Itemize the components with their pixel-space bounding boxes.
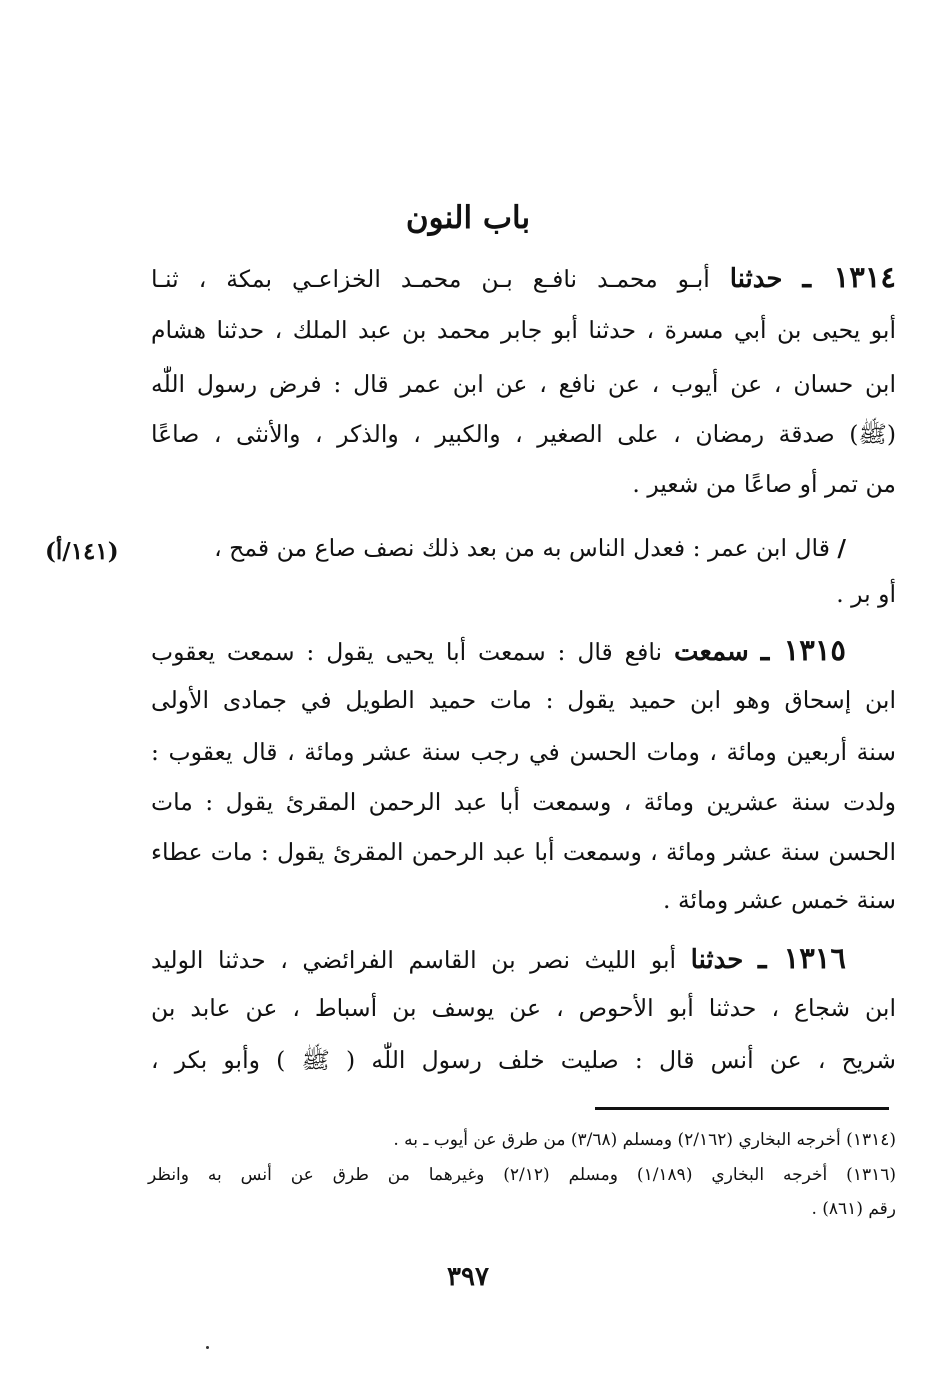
hadith-1316-line-2: ابن شجاع ، حدثنا أبو الأحوص ، عن يوسف بن أسباط ، عن عابد بن <box>151 994 896 1022</box>
hadith-1314-line-2: أبو يحيى بن أبي مسرة ، حدثنا أبو جابر محمد بن عبد الملك ، حدثنا هشام <box>151 316 896 344</box>
hadith-keyword: حدثنا <box>690 945 744 975</box>
hadith-number: ١٣١٤ ـ <box>802 260 896 294</box>
footnote-1316-continued: رقم (٨٦١) . <box>811 1199 896 1219</box>
hadith-keyword: حدثنا <box>729 264 783 294</box>
hadith-keyword: سمعت <box>673 637 749 667</box>
hadith-1315-line-1 <box>151 630 846 672</box>
print-speck <box>206 1346 209 1349</box>
hadith-1315-line-2: ابن إسحاق وهو ابن حميد يقول : مات حميد الطويل في جمادى الأولى <box>151 686 896 714</box>
chapter-title: باب النون <box>405 200 531 236</box>
footnote-1316: (١٣١٦) أخرجه البخاري (١/١٨٩) ومسلم (٢/١٢) وغيرهما من طرق عن أنس به وانظر <box>148 1165 896 1185</box>
hadith-1315-line-4: ولدت سنة عشرين ومائة ، وسمعت أبا عبد الرحمن المقرئ يقول : مات <box>151 788 896 816</box>
hadith-1314-line-7: أو بر . <box>836 580 896 608</box>
hadith-1314-line-1 <box>151 257 896 299</box>
hadith-1315-line-5: الحسن سنة عشر ومائة ، وسمعت أبا عبد الرحمن المقرئ يقول : مات عطاء <box>151 838 896 866</box>
footnote-1314: (١٣١٤) أخرجه البخاري (٢/١٦٢) ومسلم (٣/٦٨) من طرق عن أيوب ـ به . <box>393 1130 896 1150</box>
hadith-number: ١٣١٦ ـ <box>757 941 846 975</box>
hadith-1316-line-1 <box>151 938 846 980</box>
hadith-text: أبـو محمـد نافـع بـن محمـد الخزاعـي بمكة ، ثنـا <box>151 265 710 293</box>
hadith-text: قال ابن عمر : فعدل الناس به من بعد ذلك نصف صاع من قمح ، <box>214 534 830 562</box>
hadith-1314-line-5: من تمر أو صاعًا من شعير . <box>632 470 896 498</box>
hadith-number: ١٣١٥ ـ <box>760 633 846 667</box>
hadith-1315-line-6: سنة خمس عشر ومائة . <box>663 886 896 914</box>
hadith-1314-line-4: (ﷺ) صدقة رمضان ، على الصغير ، والكبير ، والذكر ، والأنثى ، صاعًا <box>151 420 896 448</box>
hadith-1315-line-3: سنة أربعين ومائة ، ومات الحسن في رجب سنة عشر ومائة ، قال يعقوب : <box>151 738 896 766</box>
hadith-text: أبو الليث نصر بن القاسم الفرائضي ، حدثنا الوليد <box>151 946 677 974</box>
hadith-1316-line-3: شريح ، عن أنس قال : صليت خلف رسول اللّٰه ( ﷺ ) وأبو بكر ، <box>151 1046 896 1074</box>
hadith-1314-line-6 <box>151 528 846 568</box>
footnote-separator <box>595 1107 889 1110</box>
folio-reference: (١٤١/أ) <box>45 538 119 565</box>
folio-slash: / <box>837 534 846 562</box>
hadith-1314-line-3: ابن حسان ، عن أيوب ، عن نافع ، عن ابن عمر قال : فرض رسول اللّٰه <box>151 370 896 398</box>
hadith-text: نافع قال : سمعت أبا يحيى يقول : سمعت يعقوب <box>151 638 663 666</box>
page-number: ٣٩٧ <box>447 1262 489 1292</box>
